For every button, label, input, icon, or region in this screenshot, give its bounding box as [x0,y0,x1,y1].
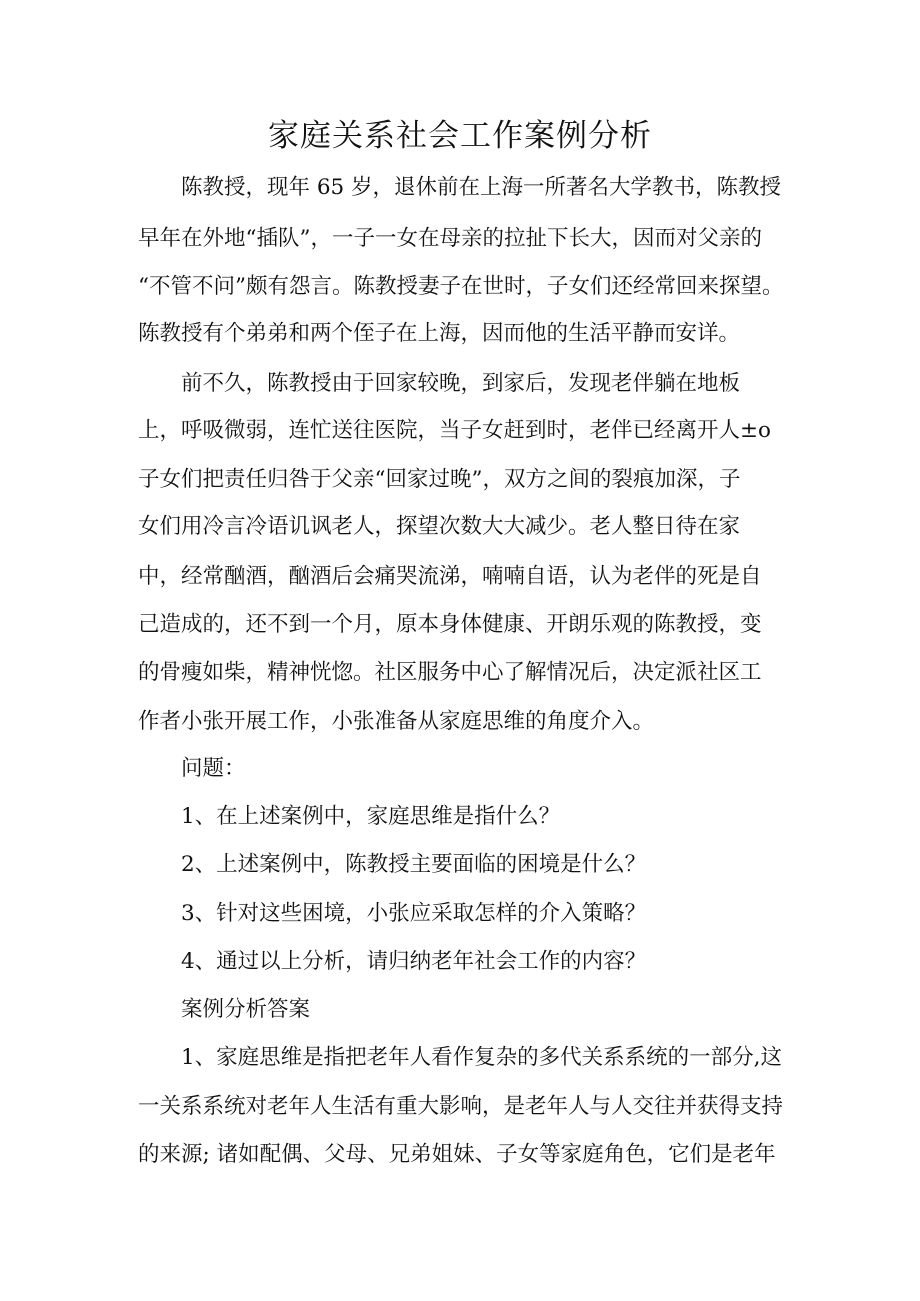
document-title: 家庭关系社会工作案例分析 [268,118,652,154]
case-line-7: 子女们把责任归咎于父亲“回家过晚”，双方之间的裂痕加深，子 [138,467,741,492]
case-line-3: “不管不问”颇有怨言。陈教授妻子在世时，子女们还经常回来探望。 [138,274,784,299]
question-1: 1、在上述案例中，家庭思维是指什么？ [181,804,561,829]
case-line-9: 中，经常酗酒，酗酒后会痛哭流涕，喃喃自语，认为老伴的死是自 [138,564,762,589]
case-line-10: 己造成的，还不到一个月，原本身体健康、开朗乐观的陈教授，变 [138,612,762,637]
case-line-4: 陈教授有个弟弟和两个侄子在上海，因而他的生活平静而安详。 [138,321,741,346]
case-line-5: 前不久，陈教授由于回家较晚，到家后，发现老伴躺在地板 [181,371,741,396]
answer-heading: 案例分析答案 [181,997,311,1022]
answer-line-3: 的来源; 诸如配偶、父母、兄弟姐妹、子女等家庭角色，它们是老年 [138,1142,776,1167]
question-2: 2、上述案例中，陈教授主要面临的困境是什么？ [181,852,647,877]
case-line-11: 的骨瘦如柴，精神恍惚。社区服务中心了解情况后，决定派社区工 [138,660,762,685]
case-line-8: 女们用冷言冷语讥讽老人，探望次数大大减少。老人整日待在家 [138,514,741,539]
questions-heading: 问题： [181,756,246,781]
case-line-2: 早年在外地“插队”，一子一女在母亲的拉扯下长大，因而对父亲的 [138,226,762,251]
question-4: 4、通过以上分析，请归纳老年社会工作的内容？ [181,949,647,974]
case-line-12: 作者小张开展工作，小张准备从家庭思维的角度介入。 [138,709,655,734]
case-line-1: 陈教授，现年 65 岁，退休前在上海一所著名大学教书，陈教授 [181,175,782,200]
answer-line-1: 1、家庭思维是指把老年人看作复杂的多代关系系统的一部分,这 [181,1045,783,1070]
question-3: 3、针对这些困境，小张应采取怎样的介入策略？ [181,901,647,926]
case-line-6: 上，呼吸微弱，连忙送往医院，当子女赶到时，老伴已经离开人±o [138,418,771,443]
answer-line-2: 一关系系统对老年人生活有重大影响，是老年人与人交往并获得支持 [138,1094,784,1119]
